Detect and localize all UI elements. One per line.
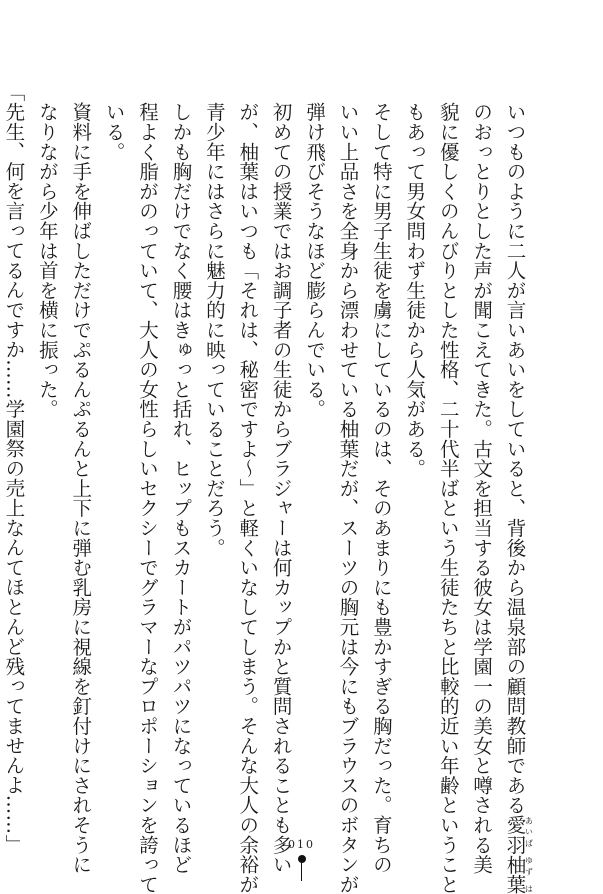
text-line: 貌に優しくのんびりとした性格、二十代半ばという生徒たちと比較的近い年齢ということ [436, 102, 460, 894]
text-line: 初めての授業ではお調子者の生徒からブラジャーは何カップかと質問されることも多い [269, 102, 293, 875]
page-footer [0, 838, 603, 881]
character-name: 愛羽柚葉 [503, 814, 527, 894]
text-line: そして特に男子生徒を虜にしているのは、そのあまりにも豊かすぎる胸だった。育ちの [369, 102, 393, 875]
text-line: 程よく脂がのっていて、大人の女性らしいセクシーでグラマーなプロポーションを誇って [136, 102, 160, 894]
character-name-reading: あいば ゆず は [524, 814, 534, 894]
text-line: 資料に手を伸ばしただけでぷるんぷるんと上下に弾む乳房に視線を釘付けにされそうに [69, 102, 93, 875]
text-line: いる。 [102, 102, 126, 162]
text-line [498, 102, 534, 894]
text-line-content: いつものように二人が言いあいをしていると、背後から温泉部の顧問教師である [503, 102, 527, 815]
text-line: しかも胸だけでなく腰はきゅっと括れ、ヒップもスカートがパツパツになっているほど [169, 102, 193, 875]
text-line: なりながら少年は首を横に振った。 [35, 102, 59, 419]
page-marker-dot-icon [298, 855, 306, 863]
page-marker-rule [301, 863, 302, 881]
page-number: 010 [288, 838, 315, 851]
text-line: 弾け飛びそうなほど膨らんでいる。 [303, 102, 327, 419]
text-line: もあって男女問わず生徒から人気がある。 [403, 102, 427, 479]
text-line: が、柚葉はいつも「それは、秘密ですよ～」と軽くいなしてしまう。そんな大人の余裕が [236, 102, 260, 894]
text-line: 青少年にはさらに魅力的に映っていることだろう。 [202, 102, 226, 558]
text-line: いい上品さを全身から漂わせている柚葉だが、スーツの胸元は今にもブラウスのボタンが [336, 102, 360, 894]
text-line: のおっとりとした声が聞こえてきた。古文を担当する彼女は学園一の美女と噂される美 [470, 102, 494, 875]
text-line: 「先生、何を言ってるんですか……学園祭の売上なんてほとんど残ってませんよ……」 [2, 82, 26, 855]
